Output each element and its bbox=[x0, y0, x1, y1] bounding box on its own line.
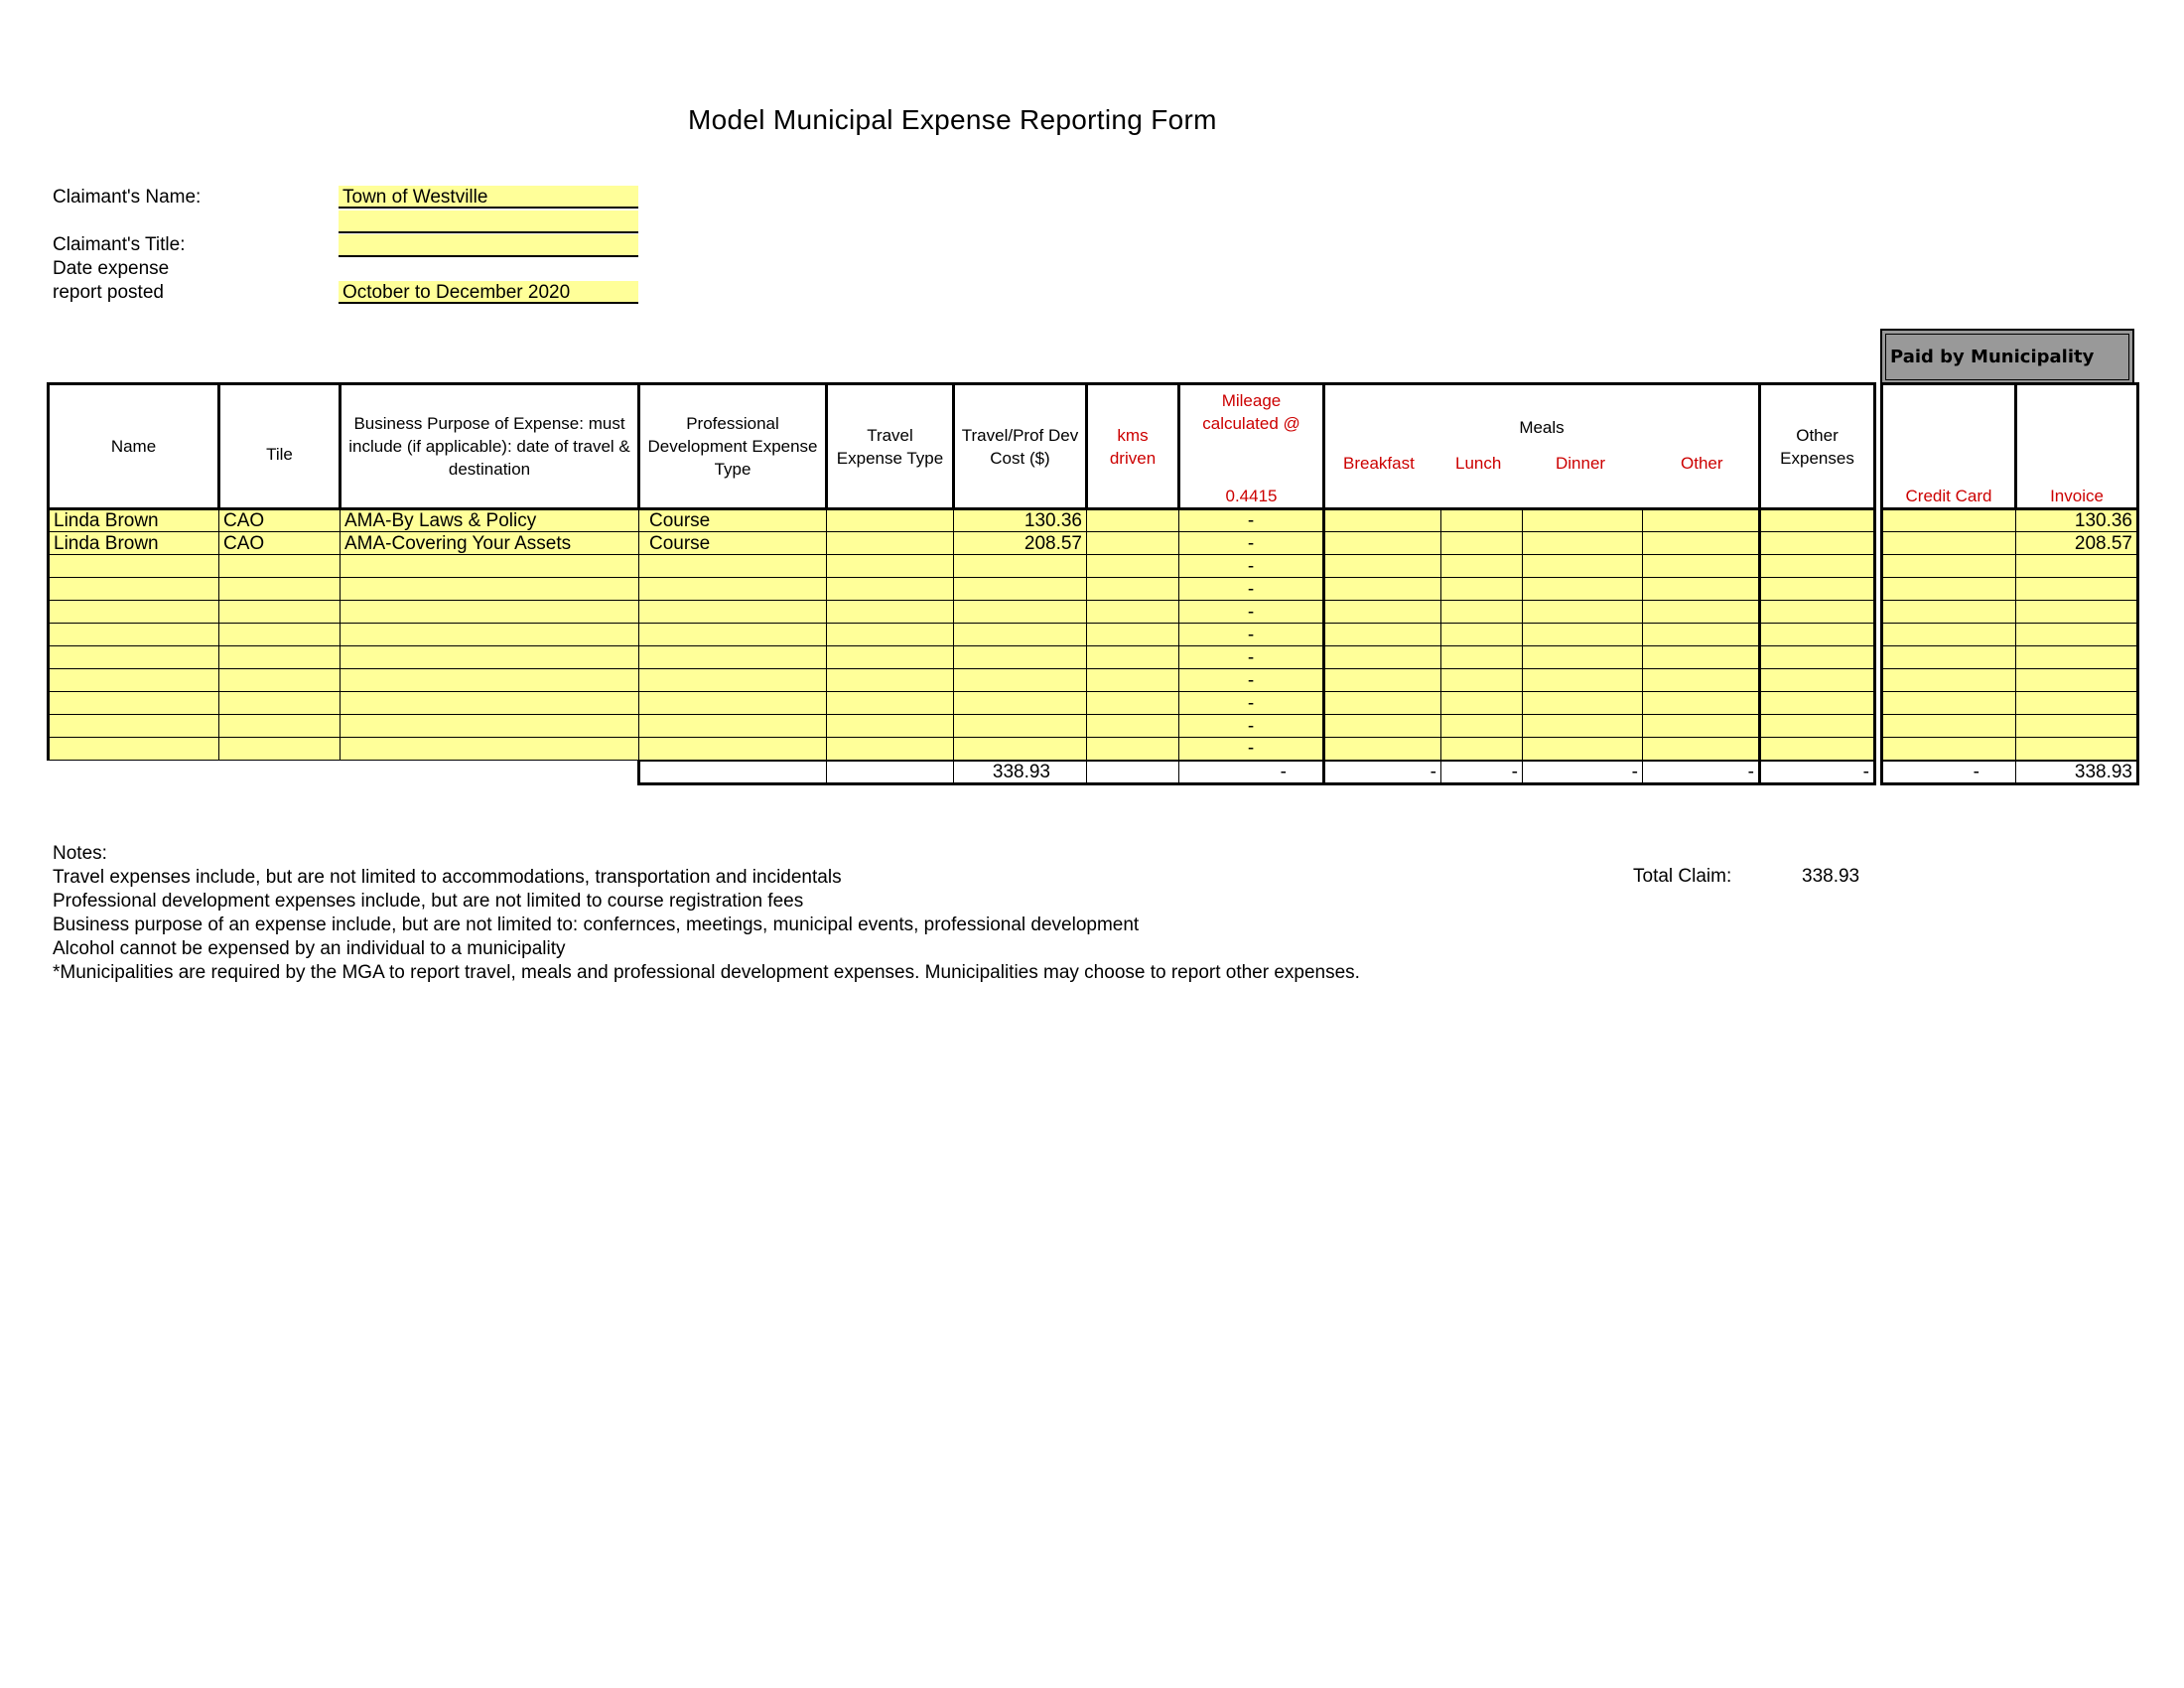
column-gap bbox=[1875, 669, 1882, 692]
cell-cost[interactable] bbox=[954, 601, 1087, 624]
cell-lunch[interactable] bbox=[1441, 715, 1523, 738]
cell-meals-other[interactable] bbox=[1643, 601, 1760, 624]
table-row bbox=[49, 532, 2138, 555]
cell-business-purpose[interactable] bbox=[341, 578, 639, 601]
cell-name[interactable]: Linda Brown bbox=[49, 532, 219, 555]
header-credit-card: Credit Card bbox=[1882, 384, 2016, 509]
cell-business-purpose[interactable] bbox=[341, 738, 639, 761]
table-row bbox=[49, 601, 2138, 624]
cell-invoice[interactable] bbox=[2016, 578, 2138, 601]
cell-other-expenses[interactable] bbox=[1760, 692, 1875, 715]
cell-lunch[interactable] bbox=[1441, 692, 1523, 715]
cell-pd-expense-type[interactable]: Course bbox=[639, 509, 827, 532]
cell-business-purpose[interactable] bbox=[341, 669, 639, 692]
cell-invoice[interactable] bbox=[2016, 692, 2138, 715]
cell-title[interactable] bbox=[219, 624, 341, 646]
cell-name[interactable] bbox=[49, 578, 219, 601]
cell-travel-expense-type[interactable] bbox=[827, 532, 954, 555]
total-pd-type bbox=[639, 761, 827, 784]
cell-name[interactable] bbox=[49, 738, 219, 761]
column-gap bbox=[1875, 601, 1882, 624]
cell-title[interactable] bbox=[219, 738, 341, 761]
total-travel-type bbox=[827, 761, 954, 784]
cell-credit-card[interactable] bbox=[1882, 578, 2016, 601]
cell-breakfast[interactable] bbox=[1324, 532, 1441, 555]
cell-credit-card[interactable] bbox=[1882, 669, 2016, 692]
cell-dinner[interactable] bbox=[1523, 532, 1643, 555]
cell-other-expenses[interactable] bbox=[1760, 601, 1875, 624]
cell-other-expenses[interactable] bbox=[1760, 646, 1875, 669]
blank-field[interactable] bbox=[339, 211, 638, 233]
cell-title[interactable] bbox=[219, 715, 341, 738]
cell-cost[interactable] bbox=[954, 692, 1087, 715]
cell-dinner[interactable] bbox=[1523, 646, 1643, 669]
cell-lunch[interactable] bbox=[1441, 738, 1523, 761]
cell-name[interactable] bbox=[49, 692, 219, 715]
cell-travel-expense-type[interactable] bbox=[827, 738, 954, 761]
cell-mileage[interactable]: - bbox=[1179, 715, 1324, 738]
cell-cost[interactable]: 208.57 bbox=[954, 532, 1087, 555]
notes-section bbox=[53, 842, 1360, 985]
column-gap bbox=[1875, 715, 1882, 738]
cell-business-purpose[interactable] bbox=[341, 555, 639, 578]
total-dinner: - bbox=[1523, 761, 1643, 784]
cell-dinner[interactable] bbox=[1523, 578, 1643, 601]
cell-breakfast[interactable] bbox=[1324, 646, 1441, 669]
cell-dinner[interactable] bbox=[1523, 738, 1643, 761]
cell-meals-other[interactable] bbox=[1643, 624, 1760, 646]
cell-other-expenses[interactable] bbox=[1760, 555, 1875, 578]
cell-breakfast[interactable] bbox=[1324, 624, 1441, 646]
totals-spacer bbox=[49, 761, 639, 784]
cell-lunch[interactable] bbox=[1441, 624, 1523, 646]
cell-other-expenses[interactable] bbox=[1760, 509, 1875, 532]
header-other-expenses: Other Expenses bbox=[1760, 384, 1875, 509]
cell-lunch[interactable] bbox=[1441, 646, 1523, 669]
cell-breakfast[interactable] bbox=[1324, 715, 1441, 738]
cell-invoice[interactable] bbox=[2016, 669, 2138, 692]
notes-heading: Notes: bbox=[53, 843, 107, 864]
cell-business-purpose[interactable] bbox=[341, 715, 639, 738]
form-title: Model Municipal Expense Reporting Form bbox=[688, 104, 1217, 135]
table-row bbox=[49, 624, 2138, 646]
cell-kms-driven[interactable] bbox=[1087, 738, 1179, 761]
cell-meals-other[interactable] bbox=[1643, 532, 1760, 555]
cell-meals-other[interactable] bbox=[1643, 692, 1760, 715]
cell-dinner[interactable] bbox=[1523, 692, 1643, 715]
cell-kms-driven[interactable] bbox=[1087, 578, 1179, 601]
cell-meals-other[interactable] bbox=[1643, 738, 1760, 761]
paid-by-municipality-header: Paid by Municipality bbox=[1880, 329, 2134, 385]
cell-pd-expense-type[interactable] bbox=[639, 578, 827, 601]
column-gap bbox=[1875, 624, 1882, 646]
cell-breakfast[interactable] bbox=[1324, 509, 1441, 532]
cell-pd-expense-type[interactable] bbox=[639, 715, 827, 738]
cell-breakfast[interactable] bbox=[1324, 555, 1441, 578]
header-lunch: Lunch bbox=[1455, 453, 1502, 473]
header-dinner: Dinner bbox=[1556, 453, 1606, 473]
column-gap bbox=[1875, 738, 1882, 761]
cell-breakfast[interactable] bbox=[1324, 738, 1441, 761]
cell-dinner[interactable] bbox=[1523, 555, 1643, 578]
cell-mileage[interactable]: - bbox=[1179, 646, 1324, 669]
cell-meals-other[interactable] bbox=[1643, 669, 1760, 692]
cell-kms-driven[interactable] bbox=[1087, 646, 1179, 669]
table-row bbox=[49, 692, 2138, 715]
cell-mileage[interactable]: - bbox=[1179, 738, 1324, 761]
table-row bbox=[49, 646, 2138, 669]
header-pd-expense-type: Professional Development Expense Type bbox=[639, 384, 827, 509]
cell-mileage[interactable]: - bbox=[1179, 669, 1324, 692]
cell-name[interactable] bbox=[49, 555, 219, 578]
cell-pd-expense-type[interactable] bbox=[639, 646, 827, 669]
header-meals-other: Other bbox=[1681, 453, 1723, 473]
cell-cost[interactable] bbox=[954, 578, 1087, 601]
cell-meals-other[interactable] bbox=[1643, 646, 1760, 669]
table-row bbox=[49, 738, 2138, 761]
cell-other-expenses[interactable] bbox=[1760, 578, 1875, 601]
header-mileage bbox=[1179, 384, 1324, 509]
cell-name[interactable] bbox=[49, 715, 219, 738]
cell-invoice[interactable] bbox=[2016, 624, 2138, 646]
date-posted-field[interactable]: October to December 2020 bbox=[339, 281, 638, 304]
cell-title[interactable] bbox=[219, 601, 341, 624]
cell-title[interactable]: CAO bbox=[219, 532, 341, 555]
total-invoice: 338.93 bbox=[2016, 761, 2138, 784]
cell-dinner[interactable] bbox=[1523, 601, 1643, 624]
cell-meals-other[interactable] bbox=[1643, 578, 1760, 601]
cell-cost[interactable] bbox=[954, 624, 1087, 646]
column-gap bbox=[1875, 692, 1882, 715]
cell-mileage[interactable]: - bbox=[1179, 692, 1324, 715]
cell-breakfast[interactable] bbox=[1324, 692, 1441, 715]
table-header-row bbox=[49, 384, 2138, 509]
total-kms bbox=[1087, 761, 1179, 784]
cell-cost[interactable] bbox=[954, 646, 1087, 669]
cell-meals-other[interactable] bbox=[1643, 555, 1760, 578]
column-gap bbox=[1875, 761, 1882, 784]
cell-kms-driven[interactable] bbox=[1087, 601, 1179, 624]
cell-title[interactable] bbox=[219, 578, 341, 601]
cell-dinner[interactable] bbox=[1523, 624, 1643, 646]
cell-pd-expense-type[interactable]: Course bbox=[639, 532, 827, 555]
cell-business-purpose[interactable] bbox=[341, 646, 639, 669]
cell-credit-card[interactable] bbox=[1882, 624, 2016, 646]
cell-kms-driven[interactable] bbox=[1087, 555, 1179, 578]
header-meals: Meals bbox=[1519, 417, 1565, 437]
header-travel-expense-type: Travel Expense Type bbox=[827, 384, 954, 509]
cell-credit-card[interactable] bbox=[1882, 692, 2016, 715]
cell-travel-expense-type[interactable] bbox=[827, 601, 954, 624]
header-cost: Travel/Prof Dev Cost ($) bbox=[954, 384, 1087, 509]
cell-other-expenses[interactable] bbox=[1760, 738, 1875, 761]
cell-business-purpose[interactable]: AMA-By Laws & Policy bbox=[341, 509, 639, 532]
table-row bbox=[49, 509, 2138, 532]
cell-invoice[interactable] bbox=[2016, 601, 2138, 624]
cell-credit-card[interactable] bbox=[1882, 738, 2016, 761]
header-business-purpose: Business Purpose of Expense: must include (if applicable): date of travel & destination bbox=[341, 384, 639, 509]
total-mileage: - bbox=[1179, 761, 1324, 784]
column-gap bbox=[1875, 578, 1882, 601]
claimant-title-field[interactable] bbox=[339, 234, 638, 257]
cell-name[interactable] bbox=[49, 646, 219, 669]
cell-mileage[interactable]: - bbox=[1179, 532, 1324, 555]
cell-kms-driven[interactable] bbox=[1087, 509, 1179, 532]
cell-lunch[interactable] bbox=[1441, 669, 1523, 692]
claimant-name-label: Claimant's Name: bbox=[53, 187, 202, 208]
cell-travel-expense-type[interactable] bbox=[827, 646, 954, 669]
cell-dinner[interactable] bbox=[1523, 715, 1643, 738]
cell-pd-expense-type[interactable] bbox=[639, 624, 827, 646]
cell-pd-expense-type[interactable] bbox=[639, 738, 827, 761]
cell-cost[interactable] bbox=[954, 715, 1087, 738]
cell-other-expenses[interactable] bbox=[1760, 624, 1875, 646]
header-mileage-label: Mileage calculated @ bbox=[1202, 391, 1300, 433]
cell-invoice[interactable] bbox=[2016, 715, 2138, 738]
cell-title[interactable] bbox=[219, 692, 341, 715]
cell-business-purpose[interactable] bbox=[341, 624, 639, 646]
header-kms-driven: kms driven bbox=[1087, 384, 1179, 509]
total-lunch: - bbox=[1441, 761, 1523, 784]
cell-other-expenses[interactable] bbox=[1760, 669, 1875, 692]
cell-pd-expense-type[interactable] bbox=[639, 692, 827, 715]
column-gap bbox=[1875, 509, 1882, 532]
cell-cost[interactable] bbox=[954, 738, 1087, 761]
header-title: Tile bbox=[219, 384, 341, 509]
notes-line: Alcohol cannot be expensed by an individual to a municipality bbox=[53, 938, 566, 959]
cell-lunch[interactable] bbox=[1441, 601, 1523, 624]
cell-invoice[interactable] bbox=[2016, 646, 2138, 669]
cell-lunch[interactable] bbox=[1441, 578, 1523, 601]
expense-table bbox=[47, 382, 2139, 785]
claimant-title-label: Claimant's Title: bbox=[53, 234, 186, 255]
cell-invoice[interactable]: 130.36 bbox=[2016, 509, 2138, 532]
cell-breakfast[interactable] bbox=[1324, 578, 1441, 601]
column-gap bbox=[1875, 555, 1882, 578]
header-breakfast: Breakfast bbox=[1343, 453, 1415, 473]
cell-kms-driven[interactable] bbox=[1087, 692, 1179, 715]
header-mileage-rate: 0.4415 bbox=[1225, 487, 1278, 505]
date-posted-label-1: Date expense bbox=[53, 258, 170, 279]
cell-name[interactable] bbox=[49, 601, 219, 624]
cell-travel-expense-type[interactable] bbox=[827, 555, 954, 578]
totals-row bbox=[49, 761, 2138, 784]
cell-name[interactable]: Linda Brown bbox=[49, 509, 219, 532]
cell-other-expenses[interactable] bbox=[1760, 715, 1875, 738]
cell-credit-card[interactable] bbox=[1882, 601, 2016, 624]
notes-line: *Municipalities are required by the MGA to report travel, meals and professional development expenses. Municipalities may choose to report other expenses. bbox=[53, 962, 1360, 983]
cell-title[interactable] bbox=[219, 646, 341, 669]
cell-name[interactable] bbox=[49, 669, 219, 692]
cell-dinner[interactable] bbox=[1523, 669, 1643, 692]
cell-title[interactable] bbox=[219, 669, 341, 692]
cell-travel-expense-type[interactable] bbox=[827, 692, 954, 715]
header-invoice: Invoice bbox=[2016, 384, 2138, 509]
cell-other-expenses[interactable] bbox=[1760, 532, 1875, 555]
cell-travel-expense-type[interactable] bbox=[827, 578, 954, 601]
cell-business-purpose[interactable] bbox=[341, 601, 639, 624]
cell-credit-card[interactable] bbox=[1882, 555, 2016, 578]
cell-cost[interactable] bbox=[954, 669, 1087, 692]
notes-line: Business purpose of an expense include, but are not limited to: confernces, meetings, municipal events, professional development bbox=[53, 914, 1140, 935]
cell-credit-card[interactable] bbox=[1882, 715, 2016, 738]
cell-cost[interactable]: 130.36 bbox=[954, 509, 1087, 532]
cell-lunch[interactable] bbox=[1441, 509, 1523, 532]
cell-mileage[interactable]: - bbox=[1179, 624, 1324, 646]
cell-lunch[interactable] bbox=[1441, 532, 1523, 555]
header-name: Name bbox=[49, 384, 219, 509]
cell-business-purpose[interactable]: AMA-Covering Your Assets bbox=[341, 532, 639, 555]
cell-pd-expense-type[interactable] bbox=[639, 601, 827, 624]
notes-line: Professional development expenses include, but are not limited to course registration fees bbox=[53, 891, 804, 912]
cell-business-purpose[interactable] bbox=[341, 692, 639, 715]
table-row bbox=[49, 555, 2138, 578]
cell-meals-other[interactable] bbox=[1643, 509, 1760, 532]
cell-travel-expense-type[interactable] bbox=[827, 624, 954, 646]
cell-travel-expense-type[interactable] bbox=[827, 509, 954, 532]
cell-mileage[interactable]: - bbox=[1179, 555, 1324, 578]
cell-invoice[interactable] bbox=[2016, 555, 2138, 578]
table-row bbox=[49, 669, 2138, 692]
cell-dinner[interactable] bbox=[1523, 509, 1643, 532]
total-breakfast: - bbox=[1324, 761, 1441, 784]
cell-title[interactable] bbox=[219, 555, 341, 578]
cell-credit-card[interactable] bbox=[1882, 532, 2016, 555]
cell-name[interactable] bbox=[49, 624, 219, 646]
cell-mileage[interactable]: - bbox=[1179, 601, 1324, 624]
cell-credit-card[interactable] bbox=[1882, 646, 2016, 669]
table-row bbox=[49, 578, 2138, 601]
table-row bbox=[49, 715, 2138, 738]
total-claim-value: 338.93 bbox=[1802, 866, 1860, 887]
cell-kms-driven[interactable] bbox=[1087, 532, 1179, 555]
cell-mileage[interactable]: - bbox=[1179, 578, 1324, 601]
cell-breakfast[interactable] bbox=[1324, 669, 1441, 692]
cell-title[interactable]: CAO bbox=[219, 509, 341, 532]
date-posted-label-2: report posted bbox=[53, 282, 164, 303]
cell-pd-expense-type[interactable] bbox=[639, 669, 827, 692]
cell-travel-expense-type[interactable] bbox=[827, 715, 954, 738]
cell-kms-driven[interactable] bbox=[1087, 669, 1179, 692]
cell-kms-driven[interactable] bbox=[1087, 715, 1179, 738]
total-credit-card: - bbox=[1882, 761, 2016, 784]
notes-line: Travel expenses include, but are not limited to accommodations, transportation and incidentals bbox=[53, 867, 842, 888]
cell-invoice[interactable] bbox=[2016, 738, 2138, 761]
cell-pd-expense-type[interactable] bbox=[639, 555, 827, 578]
column-gap bbox=[1875, 384, 1882, 509]
cell-credit-card[interactable] bbox=[1882, 509, 2016, 532]
cell-cost[interactable] bbox=[954, 555, 1087, 578]
total-cost: 338.93 bbox=[954, 761, 1087, 784]
total-claim-label: Total Claim: bbox=[1633, 866, 1732, 887]
total-meals-other: - bbox=[1643, 761, 1760, 784]
column-gap bbox=[1875, 532, 1882, 555]
cell-invoice[interactable]: 208.57 bbox=[2016, 532, 2138, 555]
claimant-name-field[interactable]: Town of Westville bbox=[339, 186, 638, 209]
cell-mileage[interactable]: - bbox=[1179, 509, 1324, 532]
cell-travel-expense-type[interactable] bbox=[827, 669, 954, 692]
cell-meals-other[interactable] bbox=[1643, 715, 1760, 738]
column-gap bbox=[1875, 646, 1882, 669]
cell-kms-driven[interactable] bbox=[1087, 624, 1179, 646]
total-other-expenses: - bbox=[1760, 761, 1875, 784]
cell-lunch[interactable] bbox=[1441, 555, 1523, 578]
cell-breakfast[interactable] bbox=[1324, 601, 1441, 624]
header-meals-group bbox=[1324, 384, 1760, 509]
